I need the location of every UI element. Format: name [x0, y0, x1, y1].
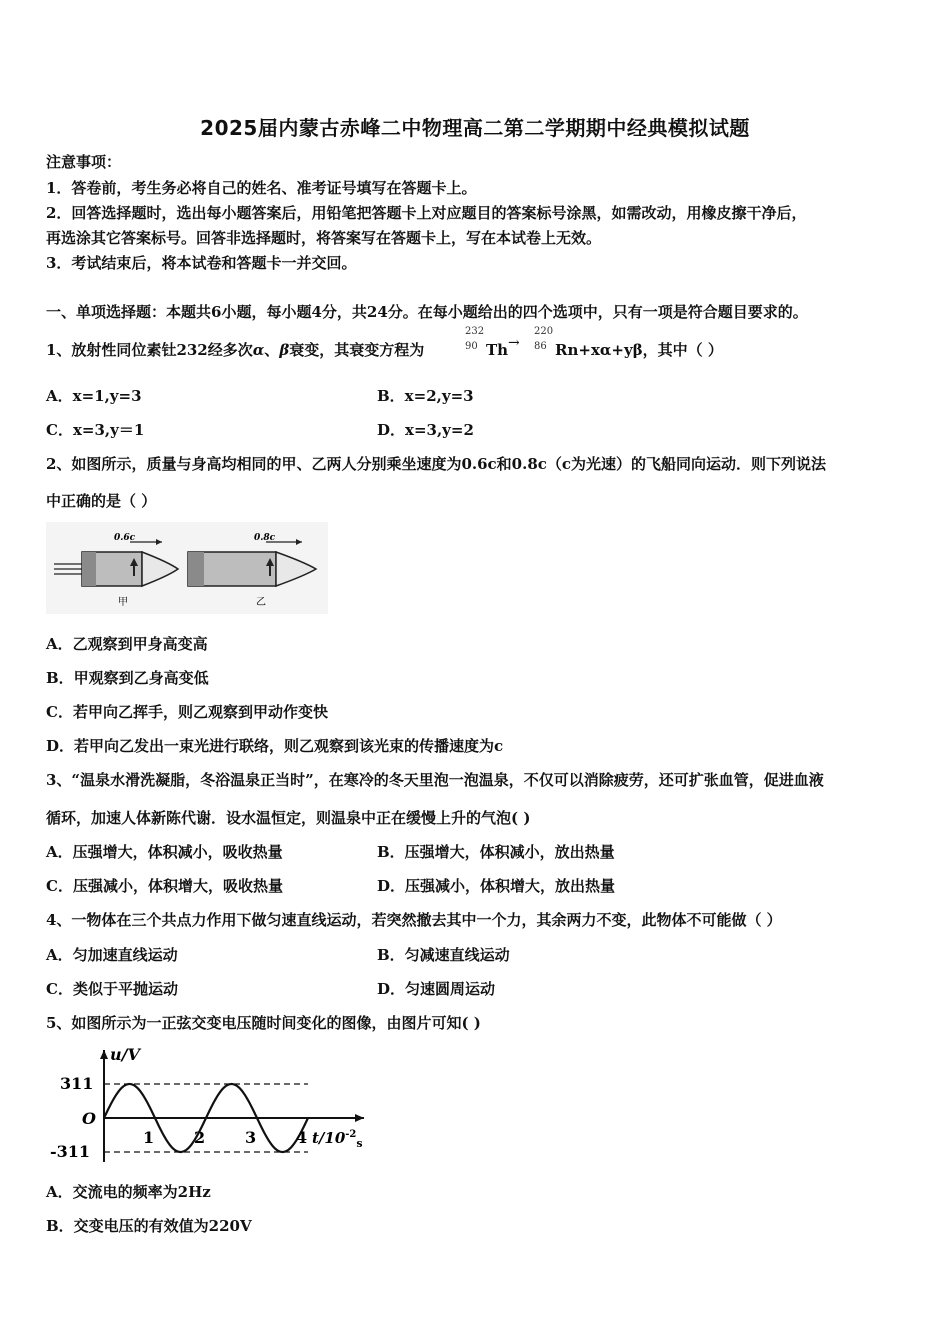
q5-option-b: B．交变电压的有效值为220V	[46, 1217, 252, 1235]
q1-option-a: A．x=1,y=3	[46, 387, 142, 405]
q3-option-b: B．压强增大，体积减小，放出热量	[377, 843, 615, 861]
q1-stem-mid: 衰变，其衰变方程为	[289, 341, 425, 359]
q1-option-d: D．x=3,y=2	[377, 421, 474, 439]
y-min-label: -311	[50, 1142, 91, 1161]
question-3-line-2: 循环，加速人体新陈代谢．设水温恒定，则温泉中正在缓慢上升的气泡( )	[46, 809, 531, 827]
x-tick-label-1: 1	[143, 1128, 155, 1147]
page-title: 2025届内蒙古赤峰二中物理高二第二学期期中经典模拟试题	[200, 116, 750, 140]
q1-option-c: C．x=3,y＝1	[46, 421, 145, 439]
q2-option-c: C．若甲向乙挥手，则乙观察到甲动作变快	[46, 703, 328, 721]
notice-item-1: 1．答卷前，考生务必将自己的姓名、准考证号填写在答题卡上。	[46, 179, 477, 197]
y-axis-label: u/V	[110, 1045, 140, 1064]
notice-item-2-line-2: 再选涂其它答案标号。回答非选择题时，将答案写在答题卡上，写在本试卷上无效。	[46, 229, 602, 247]
x-tick-labels	[143, 1128, 307, 1147]
x-tick-label-4: 4	[296, 1128, 308, 1147]
q1-rn-atomic-number: 86	[534, 341, 547, 352]
x-axis-label-exponent: -2	[345, 1129, 357, 1140]
q4-option-d: D．匀速圆周运动	[377, 980, 496, 998]
notice-item-2-line-1: 2．回答选择题时，选出每小题答案后，用铅笔把答题卡上对应题目的答案标号涂黑，如需改动，用橡皮擦干净后，	[46, 204, 807, 222]
q1-rn-mass-number: 220	[534, 326, 554, 337]
question-1-stem	[46, 340, 424, 360]
q2-option-d: D．若甲向乙发出一束光进行联络，则乙观察到该光束的传播速度为c	[46, 737, 504, 755]
voltage-chart	[46, 1044, 376, 1166]
q3-option-d: D．压强减小，体积增大，放出热量	[377, 877, 616, 895]
x-axis-label-unit: s	[356, 1137, 363, 1150]
q1-sep: 、	[264, 341, 280, 359]
q1-th-atomic-number: 90	[465, 341, 478, 352]
q1-beta: β	[279, 341, 290, 359]
q1-rn-eq: Rn+xα+yβ	[555, 341, 643, 359]
question-3-line-1: 3、“温泉水滑洗凝脂，冬浴温泉正当时”，在寒冷的冬天里泡一泡温泉，不仅可以消除疲劳，还可扩张血管，促进血液	[46, 771, 824, 789]
x-axis-arrow	[355, 1114, 364, 1122]
q4-option-b: B．匀减速直线运动	[377, 946, 510, 964]
q1-option-b: B．x=2,y=3	[377, 387, 474, 405]
q1-arrow: →	[508, 335, 520, 351]
q1-stem-prefix: 1、放射性同位素钍232经多次	[46, 341, 253, 359]
question-5-stem: 5、如图所示为一正弦交变电压随时间变化的图像，由图片可知( )	[46, 1014, 481, 1032]
q3-option-a: A．压强增大，体积减小，吸收热量	[46, 843, 283, 861]
y-max-label: 311	[60, 1074, 94, 1093]
notice-item-3: 3．考试结束后，将本试卷和答题卡一并交回。	[46, 254, 357, 272]
y-axis-arrow	[100, 1050, 108, 1059]
q3-option-c: C．压强减小，体积增大，吸收热量	[46, 877, 283, 895]
q1-alpha: α	[252, 341, 265, 359]
q1-th-symbol: Th	[486, 341, 509, 359]
origin-label: O	[82, 1109, 96, 1128]
ship-label-1: 甲	[118, 597, 128, 608]
spaceship-figure	[46, 522, 328, 614]
q2-option-b: B．甲观察到乙身高变低	[46, 669, 209, 687]
q5-option-a: A．交流电的频率为2Hz	[46, 1183, 211, 1201]
velocity-label-1: 0.6c	[114, 533, 136, 543]
q4-option-a: A．匀加速直线运动	[46, 946, 178, 964]
question-2-line-1: 2、如图所示，质量与身高均相同的甲、乙两人分别乘坐速度为0.6c和0.8c（c为光速）的飞船同向运动．则下列说法	[46, 455, 827, 473]
q2-option-a: A．乙观察到甲身高变高	[46, 635, 208, 653]
ship-label-2: 乙	[256, 597, 266, 608]
q1-th-mass-number: 232	[465, 326, 485, 337]
question-4-stem: 4、一物体在三个共点力作用下做匀速直线运动，若突然撤去其中一个力，其余两力不变，此物体不可能做（ ）	[46, 911, 782, 929]
x-tick-label-3: 3	[245, 1128, 257, 1147]
x-tick-label-2: 2	[194, 1128, 206, 1147]
x-axis-label-text: t/10	[312, 1129, 346, 1147]
q4-option-c: C．类似于平抛运动	[46, 980, 178, 998]
x-axis-label	[312, 1129, 363, 1150]
q1-rn-equation	[555, 340, 723, 360]
question-2-line-2: 中正确的是（ ）	[46, 492, 157, 510]
velocity-label-2: 0.8c	[254, 533, 276, 543]
notice-heading: 注意事项：	[46, 153, 122, 171]
q1-stem-suffix: ，其中（ ）	[642, 341, 723, 359]
section-heading: 一、单项选择题：本题共6小题，每小题4分，共24分。在每小题给出的四个选项中，只有一项是符合题目要求的。	[46, 303, 808, 321]
